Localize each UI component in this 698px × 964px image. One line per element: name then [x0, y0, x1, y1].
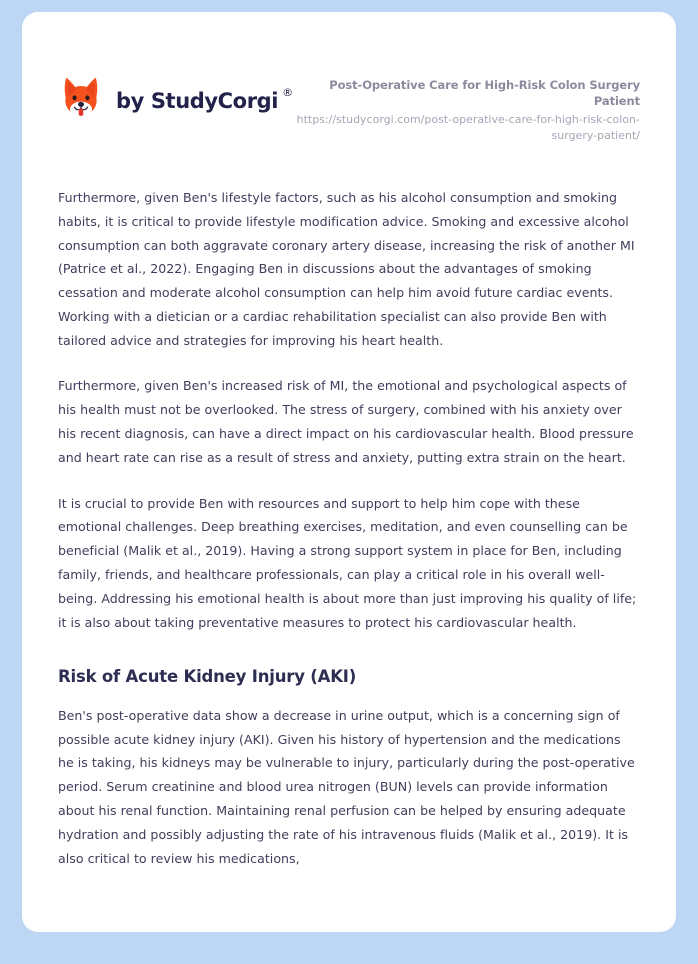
source-url[interactable]: https://studycorgi.com/post-operative-care-for-high-risk-colon-surgery-patient/ — [296, 113, 640, 142]
document-header — [22, 12, 676, 144]
brand-wordmark — [116, 82, 293, 112]
section-heading: Risk of Acute Kidney Injury (AKI) — [58, 667, 357, 687]
paragraph: Furthermore, given Ben's increased risk of MI, the emotional and psychological aspects of his health must not be overlooked. The stress of surgery, combined with his anxiety over his recent diagnosis, can have a direct impact on his cardiovascular health. Blood pressure and heart rate can rise as a result of stress and anxiety, putting extra strain on the heart. — [58, 378, 634, 465]
document-page — [22, 12, 676, 932]
paragraph: It is crucial to provide Ben with resources and support to help him cope with these emotional challenges. Deep breathing exercises, meditation, and even counselling can be beneficial (Malik et al., 2019). Having a strong support system in place for Ben, including family, friends, and healthcare professionals, can play a critical role in his overall well-being. Addressing his emotional health is about more than just improving his quality of life; it is also about taking preventative measures to protect his cardiovascular health. — [58, 495, 637, 630]
studycorgi-brand — [58, 72, 293, 120]
document-meta — [293, 72, 640, 144]
paragraph: Ben's post-operative data show a decrease in urine output, which is a concerning sign of possible acute kidney injury (AKI). Given his history of hypertension and the medications he is taking, his kidneys may be vulnerable to injury, particularly during the post-operative period. Serum creatinine and blood urea nitrogen (BUN) levels can provide information about his renal function. Maintaining renal perfusion can be helped by ensuring adequate hydration and possibly adjusting the rate of his intravenous fluids (Malik et al., 2019). It is also critical to review his medications, — [58, 707, 635, 866]
document-content — [22, 186, 676, 871]
page-title: Post-Operative Care for High-Risk Colon Surgery Patient — [329, 78, 640, 108]
paragraph: Furthermore, given Ben's lifestyle factors, such as his alcohol consumption and smoking habits, it is critical to provide lifestyle modification advice. Smoking and excessive alcohol consumption can both aggravate coronary artery disease, increasing the risk of another MI (Patrice et al., 2022). Engaging Ben in discussions about the advantages of smoking cessation and moderate alcohol consumption can help him avoid future cardiac events. Working with a dietician or a cardiac rehabilitation specialist can also provide Ben with tailored advice and strategies for improving his heart health. — [58, 189, 635, 348]
registered-trademark-icon: ® — [282, 86, 293, 99]
corgi-face-icon — [58, 74, 104, 120]
brand-wordmark-text: by StudyCorgi — [116, 89, 279, 113]
